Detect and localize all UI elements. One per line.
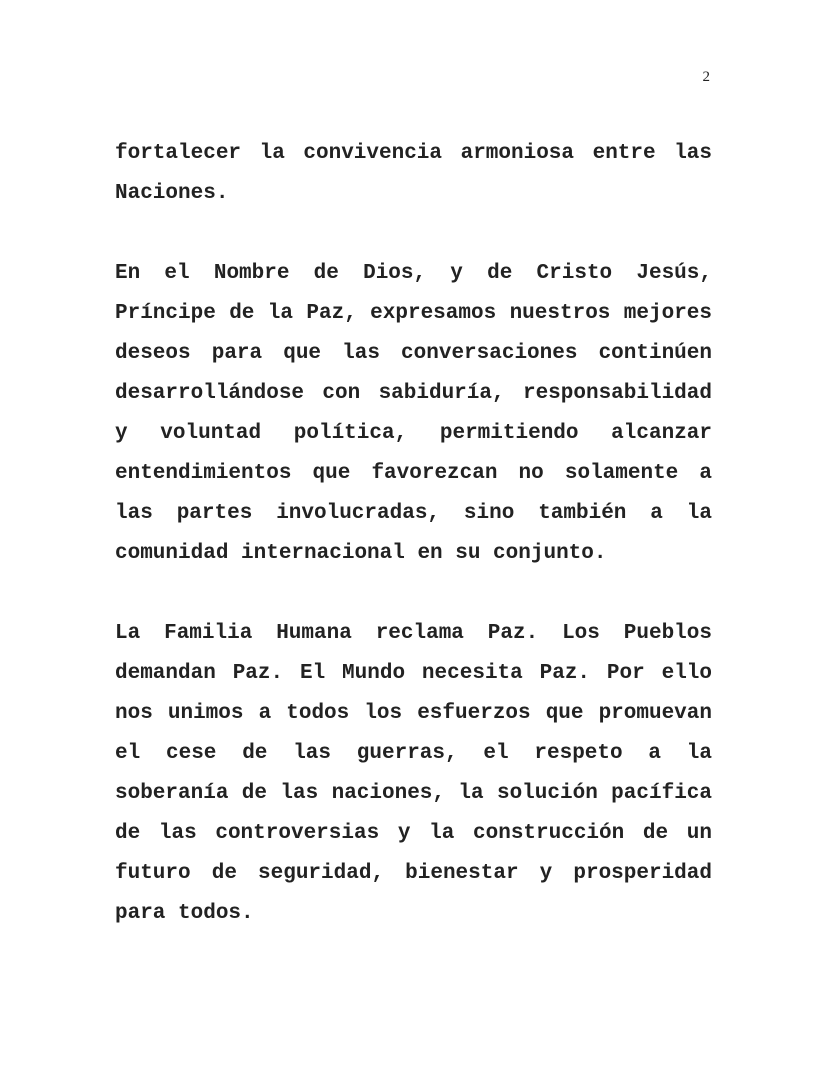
text-line: el cese de las guerras, el respeto a la [115,742,712,765]
text-line: nos unimos a todos los esfuerzos que promuevan [115,702,712,725]
text-line: y voluntad política, permitiendo alcanzar [115,422,712,445]
paragraph-2 [115,254,712,574]
text-line: las partes involucradas, sino también a la [115,502,712,525]
text-line: futuro de seguridad, bienestar y prosperidad [115,862,712,885]
text-line: desarrollándose con sabiduría, responsabilidad [115,382,712,405]
text-line: fortalecer la convivencia armoniosa entre las [115,142,712,165]
text-line: comunidad internacional en su conjunto. [115,542,607,565]
text-line: de las controversias y la construcción de un [115,822,712,845]
text-line: deseos para que las conversaciones continúen [115,342,712,365]
text-line: En el Nombre de Dios, y de Cristo Jesús, [115,262,712,285]
text-line: Naciones. [115,182,229,205]
text-line: Príncipe de la Paz, expresamos nuestros mejores [115,302,712,325]
text-line: demandan Paz. El Mundo necesita Paz. Por ello [115,662,712,685]
text-line: entendimientos que favorezcan no solamente a [115,462,712,485]
document-body [115,134,712,974]
text-line: La Familia Humana reclama Paz. Los Pueblos [115,622,712,645]
text-line: soberanía de las naciones, la solución pacífica [115,782,712,805]
text-line: para todos. [115,902,254,925]
paragraph-3 [115,614,712,934]
page-number: 2 [702,69,710,85]
paragraph-1 [115,134,712,214]
